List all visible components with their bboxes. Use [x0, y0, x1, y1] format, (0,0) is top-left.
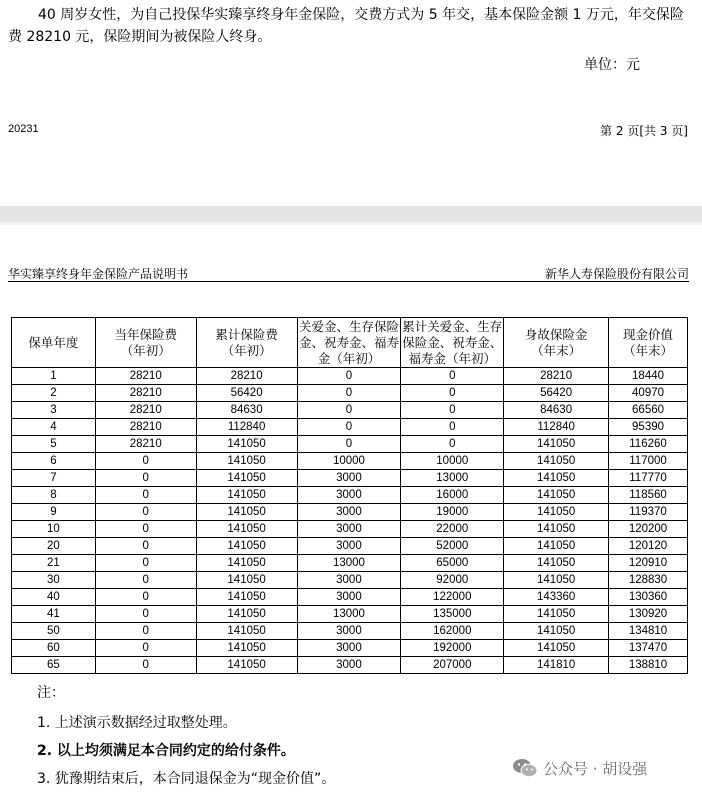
column-header-line: 金（年初）	[317, 350, 381, 366]
table-cell: 84630	[504, 402, 609, 419]
table-cell: 141050	[504, 504, 609, 521]
table-cell: 0	[297, 402, 401, 419]
table-cell: 138810	[609, 657, 688, 674]
table-cell: 0	[401, 368, 504, 385]
column-header-line: 保险金、祝寿金、	[402, 334, 503, 350]
column-header-line: 关爱金、生存保险	[298, 318, 399, 334]
column-header	[504, 318, 609, 368]
table-cell: 52000	[401, 538, 504, 555]
column-header-line: （年初）	[120, 342, 171, 358]
table-cell: 3000	[297, 487, 401, 504]
table-cell: 141050	[196, 487, 297, 504]
column-header-line: 累计保险费	[215, 326, 278, 342]
table-cell: 16000	[401, 487, 504, 504]
table-cell: 56420	[504, 385, 609, 402]
table-cell: 141050	[196, 504, 297, 521]
table-cell: 0	[95, 555, 196, 572]
table-cell: 120200	[609, 521, 688, 538]
column-header-line: 保单年度	[28, 334, 79, 350]
table-cell: 0	[297, 436, 401, 453]
table-cell: 3000	[297, 572, 401, 589]
table-cell: 0	[401, 402, 504, 419]
page-separator-shadow	[0, 222, 702, 225]
table-cell: 22000	[401, 521, 504, 538]
table-cell: 9	[12, 504, 96, 521]
table-cell: 141050	[504, 453, 609, 470]
table-cell: 95390	[609, 419, 688, 436]
table-cell: 5	[12, 436, 96, 453]
table-cell: 141050	[196, 521, 297, 538]
wechat-icon	[512, 758, 538, 778]
intro-paragraph: 40 周岁女性，为自己投保华实臻享终身年金保险，交费方式为 5 年交，基本保险金额 1 万元，年交保险费 28210 元，保险期间为被保险人终身。	[8, 7, 684, 45]
column-header	[297, 318, 401, 368]
table-cell: 28210	[95, 368, 196, 385]
table-cell: 141050	[504, 606, 609, 623]
table-row	[12, 504, 688, 521]
page-footer-code: 20231	[8, 123, 39, 135]
table-cell: 122000	[401, 589, 504, 606]
table-row	[12, 623, 688, 640]
table-cell: 3000	[297, 470, 401, 487]
table-cell: 3000	[297, 538, 401, 555]
column-header-line: 累计关爱金、生存	[402, 318, 503, 334]
table-cell: 0	[297, 385, 401, 402]
unit-label: 单位：元	[584, 57, 640, 73]
table-cell: 0	[297, 368, 401, 385]
table-cell: 112840	[196, 419, 297, 436]
table-cell: 3000	[297, 623, 401, 640]
document-header	[8, 265, 689, 282]
column-header	[609, 318, 688, 368]
table-cell: 56420	[196, 385, 297, 402]
table-cell: 0	[95, 623, 196, 640]
table-cell: 141050	[196, 657, 297, 674]
column-header-line: 现金价值	[623, 326, 674, 342]
table-row	[12, 453, 688, 470]
table-cell: 28210	[196, 368, 297, 385]
table-cell: 28210	[95, 385, 196, 402]
table-cell: 13000	[297, 606, 401, 623]
column-header	[12, 318, 96, 368]
note-item: 2. 以上均须满足本合同约定的给付条件。	[37, 743, 295, 759]
table-cell: 10000	[401, 453, 504, 470]
table-cell: 192000	[401, 640, 504, 657]
table-row	[12, 538, 688, 555]
benefit-illustration-table	[11, 317, 688, 674]
table-row	[12, 419, 688, 436]
table-cell: 10	[12, 521, 96, 538]
table-cell: 141050	[504, 436, 609, 453]
column-header-line: 身故保险金	[524, 326, 588, 342]
company-name: 新华人寿保险股份有限公司	[544, 267, 689, 281]
table-row	[12, 487, 688, 504]
table-cell: 0	[95, 572, 196, 589]
table-cell: 3000	[297, 521, 401, 538]
table-cell: 21	[12, 555, 96, 572]
note-item: 1. 上述演示数据经过取整处理。	[37, 715, 237, 731]
table-cell: 141050	[504, 470, 609, 487]
table-cell: 141050	[196, 538, 297, 555]
table-cell: 65	[12, 657, 96, 674]
table-cell: 130360	[609, 589, 688, 606]
table-cell: 13000	[297, 555, 401, 572]
table-cell: 141050	[196, 572, 297, 589]
column-header-line: 福寿金（年初）	[408, 350, 497, 366]
table-cell: 4	[12, 419, 96, 436]
table-row	[12, 470, 688, 487]
column-header	[401, 318, 504, 368]
table-row	[12, 589, 688, 606]
table-cell: 1	[12, 368, 96, 385]
column-header	[196, 318, 297, 368]
table-cell: 0	[401, 419, 504, 436]
table-row	[12, 555, 688, 572]
table-cell: 41	[12, 606, 96, 623]
table-cell: 141050	[504, 521, 609, 538]
table-cell: 0	[95, 487, 196, 504]
table-cell: 135000	[401, 606, 504, 623]
table-cell: 6	[12, 453, 96, 470]
table-cell: 0	[401, 385, 504, 402]
table-cell: 0	[297, 419, 401, 436]
table-row	[12, 385, 688, 402]
document-title: 华实臻享终身年金保险产品说明书	[8, 267, 189, 281]
table-cell: 19000	[401, 504, 504, 521]
table-cell: 3000	[297, 657, 401, 674]
table-cell: 141050	[196, 436, 297, 453]
table-cell: 117770	[609, 470, 688, 487]
page-separator	[0, 206, 702, 222]
table-cell: 141050	[504, 538, 609, 555]
table-row	[12, 521, 688, 538]
table-cell: 60	[12, 640, 96, 657]
table-cell: 118560	[609, 487, 688, 504]
table-cell: 117000	[609, 453, 688, 470]
table-cell: 0	[95, 504, 196, 521]
table-cell: 143360	[504, 589, 609, 606]
table-cell: 141050	[196, 453, 297, 470]
table-cell: 116260	[609, 436, 688, 453]
table-cell: 40970	[609, 385, 688, 402]
table-row	[12, 436, 688, 453]
table-cell: 2	[12, 385, 96, 402]
column-header-line: （年初）	[221, 342, 272, 358]
table-cell: 0	[95, 657, 196, 674]
column-header-line: （年末）	[531, 342, 582, 358]
table-cell: 66560	[609, 402, 688, 419]
table-cell: 0	[95, 453, 196, 470]
table-row	[12, 368, 688, 385]
table-cell: 3000	[297, 589, 401, 606]
table-cell: 141050	[196, 640, 297, 657]
table-cell: 141050	[196, 606, 297, 623]
table-cell: 28210	[504, 368, 609, 385]
table-cell: 141050	[504, 555, 609, 572]
table-cell: 30	[12, 572, 96, 589]
table-cell: 134810	[609, 623, 688, 640]
table-cell: 207000	[401, 657, 504, 674]
table-cell: 141050	[196, 470, 297, 487]
table-cell: 0	[95, 470, 196, 487]
table-row	[12, 572, 688, 589]
table-cell: 28210	[95, 419, 196, 436]
table-cell: 141050	[504, 572, 609, 589]
watermark-text: 公众号 · 胡设强	[543, 760, 648, 778]
column-header-line: 当年保险费	[114, 326, 177, 342]
table-cell: 141050	[504, 487, 609, 504]
table-cell: 130920	[609, 606, 688, 623]
table-cell: 112840	[504, 419, 609, 436]
table-cell: 28210	[95, 436, 196, 453]
table-cell: 3000	[297, 504, 401, 521]
table-cell: 119370	[609, 504, 688, 521]
table-cell: 0	[95, 521, 196, 538]
table-row	[12, 640, 688, 657]
table-cell: 7	[12, 470, 96, 487]
table-cell: 40	[12, 589, 96, 606]
table-cell: 0	[95, 589, 196, 606]
table-cell: 20	[12, 538, 96, 555]
table-cell: 137470	[609, 640, 688, 657]
table-cell: 8	[12, 487, 96, 504]
table-cell: 141050	[196, 555, 297, 572]
table-cell: 3	[12, 402, 96, 419]
table-cell: 92000	[401, 572, 504, 589]
table-cell: 0	[95, 538, 196, 555]
note-item: 3. 犹豫期结束后，本合同退保金为“现金价值”。	[37, 771, 336, 787]
table-cell: 141050	[196, 589, 297, 606]
table-cell: 141050	[504, 640, 609, 657]
table-cell: 162000	[401, 623, 504, 640]
table-cell: 10000	[297, 453, 401, 470]
table-cell: 18440	[609, 368, 688, 385]
table-cell: 141810	[504, 657, 609, 674]
table-cell: 13000	[401, 470, 504, 487]
table-body	[12, 368, 688, 674]
table-cell: 50	[12, 623, 96, 640]
table-row	[12, 606, 688, 623]
column-header-line: 金、祝寿金、福寿	[298, 334, 399, 350]
table-cell: 3000	[297, 640, 401, 657]
table-cell: 120120	[609, 538, 688, 555]
table-cell: 0	[95, 606, 196, 623]
page-number: 第 2 页[共 3 页]	[600, 124, 688, 138]
table-cell: 28210	[95, 402, 196, 419]
table-row	[12, 402, 688, 419]
table-cell: 128830	[609, 572, 688, 589]
column-header	[95, 318, 196, 368]
column-header-line: （年末）	[623, 342, 674, 358]
table-row	[12, 657, 688, 674]
table-cell: 65000	[401, 555, 504, 572]
table-header-row	[12, 318, 688, 368]
table-cell: 0	[95, 640, 196, 657]
table-cell: 141050	[196, 623, 297, 640]
table-cell: 120910	[609, 555, 688, 572]
table-cell: 84630	[196, 402, 297, 419]
table-cell: 141050	[504, 623, 609, 640]
notes-title: 注：	[37, 685, 65, 701]
table-cell: 0	[401, 436, 504, 453]
